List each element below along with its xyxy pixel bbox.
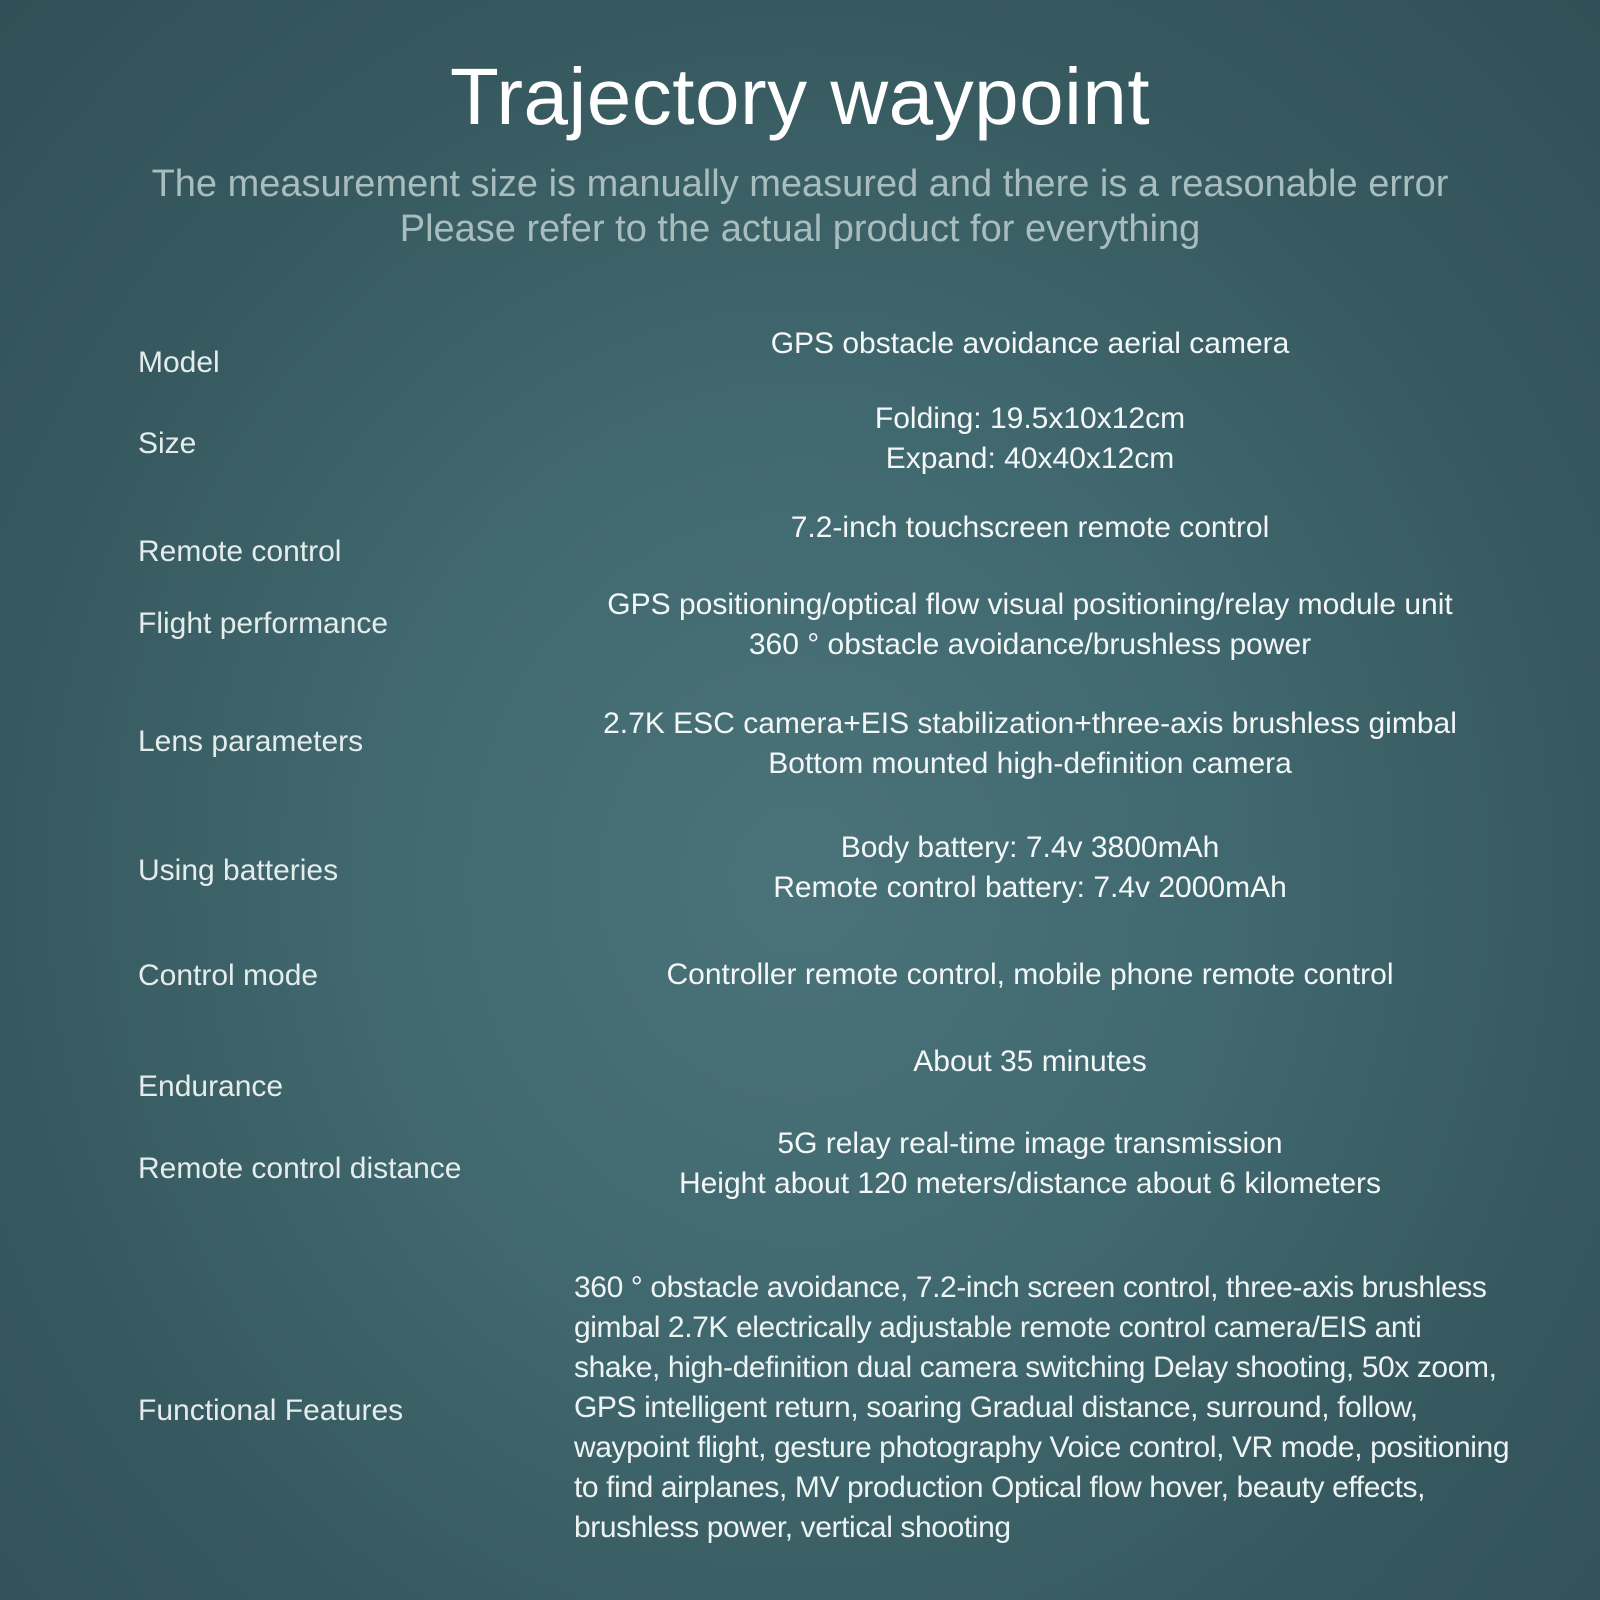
spec-value-line: Controller remote control, mobile phone remote control [666,958,1394,991]
spec-value-using-batteries [560,828,1500,908]
spec-value-line: GPS positioning/optical flow visual positioning/relay module unit [607,588,1453,621]
spec-value-functional-features: 360 ° obstacle avoidance, 7.2-inch screen control, three-axis brushless gimbal 2.7K electrically adjustable remote control camera/EIS anti shake, high-definition dual camera switching Delay shooting, 50x zoom, GPS intelligent return, soaring Gradual distance, surround, follow, waypoint flight, gesture photography Voice control, VR mode, positioning to find airplanes, MV production Optical flow hover, beauty effects, brushless power, vertical shooting [574,1271,1510,1544]
spec-value-remote-control-distance [560,1124,1500,1204]
spec-value-line: Height about 120 meters/distance about 6 kilometers [678,1167,1382,1200]
spec-value-line: 2.7K ESC camera+EIS stabilization+three-axis brushless gimbal [603,707,1457,740]
spec-label-model: Model [138,346,220,379]
spec-label-using-batteries: Using batteries [138,854,339,887]
spec-value-endurance [560,1042,1500,1082]
spec-value-line: Body battery: 7.4v 3800mAh [840,831,1220,864]
spec-value-control-mode [560,955,1500,995]
spec-value-line: Remote control battery: 7.4v 2000mAh [773,871,1287,904]
spec-label-endurance: Endurance [138,1070,284,1103]
spec-value-size [560,399,1500,479]
spec-value-line: 360 ° obstacle avoidance/brushless power [748,628,1312,661]
spec-value-lens-parameters [560,704,1500,784]
spec-value-line: About 35 minutes [913,1045,1147,1078]
spec-value-line: Folding: 19.5x10x12cm [874,402,1186,435]
spec-value-model [560,324,1500,364]
spec-label-remote-control: Remote control [138,535,342,568]
spec-value-line: Bottom mounted high-definition camera [768,747,1292,780]
disclaimer-subtitle: The measurement size is manually measured and there is a reasonable error Please refer to the actual product for everything [151,163,1449,250]
spec-value-line: 5G relay real-time image transmission [777,1127,1283,1160]
spec-label-functional-features: Functional Features [138,1394,404,1427]
spec-value-flight-performance [560,585,1500,665]
spec-label-control-mode: Control mode [138,959,319,992]
spec-label-flight-performance: Flight performance [138,607,389,640]
spec-value-line: 7.2-inch touchscreen remote control [790,511,1270,544]
spec-label-lens-parameters: Lens parameters [138,725,364,758]
spec-label-remote-control-distance: Remote control distance [138,1152,462,1185]
spec-value-line: Expand: 40x40x12cm [885,442,1175,475]
spec-value-remote-control [560,508,1500,548]
spec-label-size: Size [138,427,197,460]
page-title: Trajectory waypoint [449,52,1151,141]
spec-value-line: GPS obstacle avoidance aerial camera [770,327,1290,360]
